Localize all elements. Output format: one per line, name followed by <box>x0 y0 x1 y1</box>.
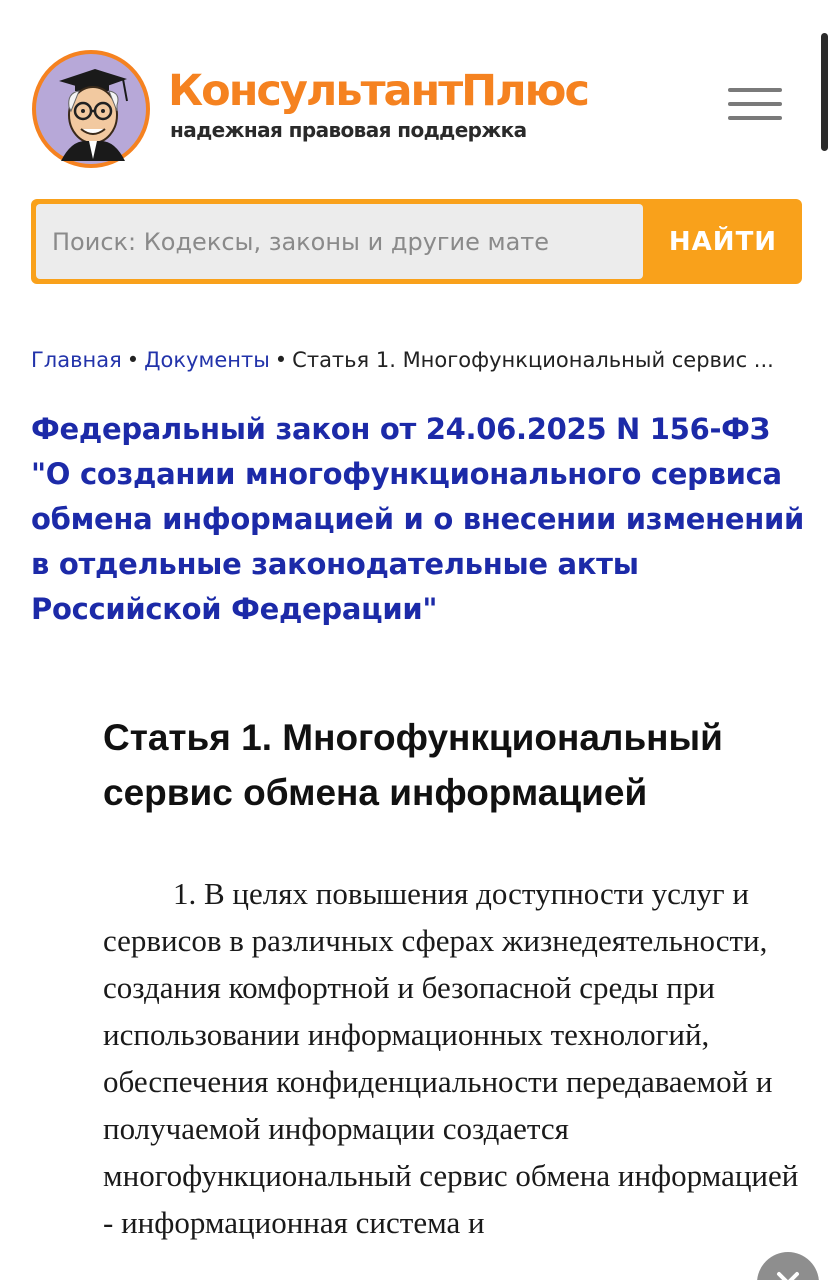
search-button[interactable]: НАЙТИ <box>649 204 797 279</box>
search-input[interactable] <box>36 204 643 279</box>
breadcrumb <box>31 348 811 372</box>
breadcrumb-home-link[interactable]: Главная <box>31 348 122 372</box>
close-icon[interactable] <box>757 1252 819 1280</box>
article-heading: Статья 1. Многофункциональный сервис обмена информацией <box>103 717 723 813</box>
consultant-mascot-logo[interactable] <box>31 49 151 169</box>
site-header <box>0 0 833 190</box>
brand-name[interactable]: КонсультантПлюс <box>168 66 588 116</box>
article-paragraph: 1. В целях повышения доступности услуг и сервисов в различных сферах жизнедеятельности, создания комфортной и безопасной среды при использовании информационных технологий, обеспечения конфиденциальности передаваемой и получаемой информации создается многофункциональный сервис обмена информацией - информационная система и <box>103 876 799 1240</box>
page-scrollbar[interactable] <box>821 33 828 151</box>
search-bar <box>31 199 802 284</box>
breadcrumb-documents-link[interactable]: Документы <box>144 348 270 372</box>
breadcrumb-separator: • <box>126 348 140 372</box>
brand-tagline: надежная правовая поддержка <box>170 118 527 142</box>
breadcrumb-current: Статья 1. Многофункциональный сервис ... <box>292 348 774 372</box>
hamburger-menu-icon[interactable] <box>724 84 784 124</box>
close-icon-glyph <box>757 1252 819 1280</box>
document-title-link[interactable]: Федеральный закон от 24.06.2025 N 156-ФЗ "О создании многофункционального сервиса обмена информацией и о внесении изменений в отдельные законодательные акты Российской Федерации" <box>31 412 804 626</box>
breadcrumb-separator: • <box>274 348 288 372</box>
